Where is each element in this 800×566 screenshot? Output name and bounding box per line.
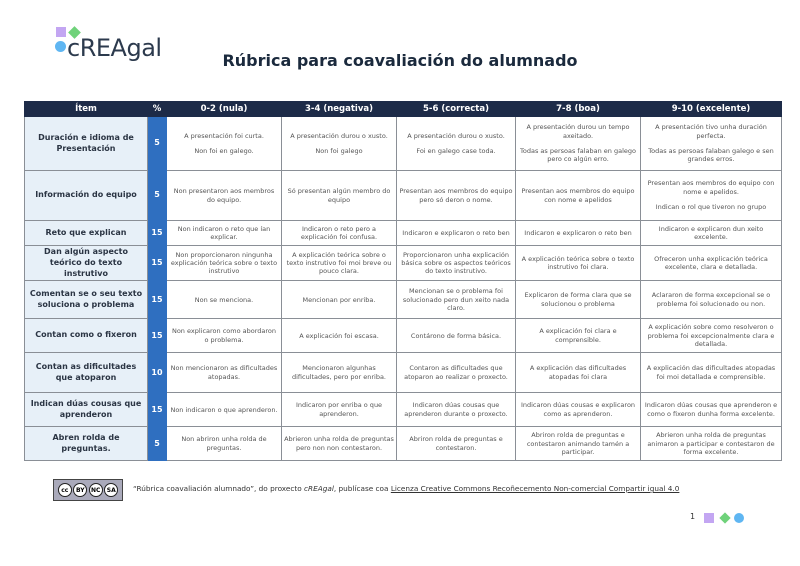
item-percent: 5 xyxy=(148,171,167,221)
criterion-text: Abrieron unha rolda de preguntas pero non non contestaron. xyxy=(284,435,394,452)
criterion-text: A explicación das dificultades atopadas foi moi detallada e comprensible. xyxy=(646,364,776,381)
criterion-cell-score-0-2 xyxy=(167,319,282,353)
logo-text: cREAgal xyxy=(67,34,162,62)
criterion-text: Indicaron dúas cousas e explicaron como as aprenderon. xyxy=(520,401,636,418)
page-number: 1 xyxy=(690,512,696,521)
circle-icon xyxy=(734,513,744,523)
criterion-cell-score-7-8 xyxy=(516,171,641,221)
criterion-text: Non indicaron o que aprenderon. xyxy=(170,405,278,414)
criterion-text: A explicación foi clara e comprensible. xyxy=(539,327,617,344)
attribution-text: “Rúbrica coavaliación alumnado”, do proxecto xyxy=(133,484,305,493)
table-row xyxy=(25,221,782,246)
item-name: Dan algún aspecto teórico do texto instrutivo xyxy=(25,246,148,281)
criterion-text: A presentación foi curta. xyxy=(184,131,264,140)
criterion-text: Indicaron dúas cousas que aprenderon durante o proxecto. xyxy=(404,401,508,418)
criterion-text: Abrieron unha rolda de preguntas animaron a participar e contestaron de forma excelente. xyxy=(647,431,775,457)
criterion-text: Indicaron e explicaron o reto ben xyxy=(524,228,632,237)
square-icon xyxy=(704,513,714,523)
criterion-text: A explicación das dificultades atopadas foi clara xyxy=(529,364,627,381)
item-name: Abren rolda de preguntas. xyxy=(25,427,148,461)
criterion-text: Indican o rol que tiveron no grupo xyxy=(655,203,767,212)
criterion-cell-score-9-10 xyxy=(641,353,782,393)
header-score-5-6: 5-6 (correcta) xyxy=(397,102,516,117)
criterion-cell-score-0-2 xyxy=(167,221,282,246)
license-link[interactable]: Licenza Creative Commons Recoñecemento Non-comercial Compartir igual 4.0 xyxy=(390,484,680,493)
item-name: Contan as dificultades que atoparon xyxy=(25,353,148,393)
page-title: Rúbrica para coavaliación do alumnado xyxy=(222,51,578,70)
criterion-text: Mencionan por enriba. xyxy=(302,295,376,304)
item-name: Información do equipo xyxy=(25,171,148,221)
diamond-icon xyxy=(719,512,730,523)
criterion-cell-score-9-10 xyxy=(641,427,782,461)
criterion-text: Abriron rolda de preguntas e contestaron. xyxy=(409,435,503,452)
criterion-text: Non indicaron o reto que ían explicar. xyxy=(177,224,271,241)
header-row xyxy=(25,102,782,117)
project-name: cREAgal xyxy=(304,484,334,493)
criterion-cell-score-3-4 xyxy=(282,117,397,171)
footer xyxy=(53,479,783,501)
criterion-cell-score-3-4 xyxy=(282,246,397,281)
criterion-text: Non se menciona. xyxy=(194,295,254,304)
header-score-7-8: 7-8 (boa) xyxy=(516,102,641,117)
criterion-text: Non presentaron aos membros do equipo. xyxy=(173,187,275,204)
cc-icon: cc xyxy=(58,483,72,497)
criterion-text: Explicaron de forma clara que se solucionou o problema xyxy=(524,291,632,308)
criterion-text: Presentan aos membros do equipo con nome e apelidos. xyxy=(647,179,775,196)
criterion-cell-score-0-2 xyxy=(167,246,282,281)
criterion-cell-score-3-4 xyxy=(282,171,397,221)
criterion-text: A presentación tivo unha duración perfecta. xyxy=(655,123,767,140)
criterion-cell-score-9-10 xyxy=(641,117,782,171)
criterion-cell-score-3-4 xyxy=(282,353,397,393)
item-percent: 15 xyxy=(148,281,167,319)
criterion-cell-score-0-2 xyxy=(167,171,282,221)
item-percent: 5 xyxy=(148,117,167,171)
criterion-text: Todas as persoas falaban en galego pero co algún erro. xyxy=(520,147,636,164)
criterion-text: Abriron rolda de preguntas e contestaron animando tamén a participar. xyxy=(526,431,630,457)
criterion-text: Contaron as dificultades que atoparon ao realizar o proxecto. xyxy=(404,364,508,381)
criterion-cell-score-9-10 xyxy=(641,281,782,319)
criterion-text: Mencionan se o problema foi solucionado pero dun xeito nada claro. xyxy=(402,287,510,313)
criterion-cell-score-0-2 xyxy=(167,353,282,393)
criterion-cell-score-7-8 xyxy=(516,353,641,393)
criterion-text: A explicación sobre como resolveron o problema foi excepcionalmente clara e detallada. xyxy=(647,323,775,349)
criterion-cell-score-7-8 xyxy=(516,281,641,319)
criterion-cell-score-5-6 xyxy=(397,319,516,353)
logo-square-icon xyxy=(56,27,66,37)
criterion-cell-score-7-8 xyxy=(516,319,641,353)
criterion-cell-score-3-4 xyxy=(282,427,397,461)
criterion-cell-score-7-8 xyxy=(516,117,641,171)
criterion-text: Indicaron e explicaron dun xeito excelente. xyxy=(658,224,764,241)
license-text xyxy=(133,484,679,493)
criterion-cell-score-5-6 xyxy=(397,246,516,281)
criterion-text: A presentación durou o xusto. xyxy=(407,131,505,140)
criterion-cell-score-5-6 xyxy=(397,427,516,461)
criterion-cell-score-9-10 xyxy=(641,246,782,281)
by-icon: BY xyxy=(73,483,87,497)
table-row xyxy=(25,353,782,393)
criterion-text: A explicación foi escasa. xyxy=(299,331,379,340)
table-row xyxy=(25,427,782,461)
criterion-cell-score-5-6 xyxy=(397,393,516,427)
criterion-text: Indicaron e explicaron o reto ben xyxy=(402,228,510,237)
header-item: Ítem xyxy=(25,102,148,117)
criterion-text: Presentan aos membros do equipo con nome e apelidos xyxy=(521,187,635,204)
criterion-text: Non mencionaron as dificultades atopadas. xyxy=(170,364,278,381)
criterion-cell-score-3-4 xyxy=(282,319,397,353)
criterion-text: Indicaron dúas cousas que aprenderon e como o fixeron dunha forma excelente. xyxy=(644,401,778,418)
criterion-text: A presentación durou un tempo axeitado. xyxy=(526,123,630,140)
item-percent: 15 xyxy=(148,221,167,246)
criterion-cell-score-9-10 xyxy=(641,393,782,427)
sa-icon: SA xyxy=(104,483,118,497)
item-percent: 15 xyxy=(148,319,167,353)
criterion-text: Foi en galego case toda. xyxy=(416,147,496,155)
criterion-cell-score-3-4 xyxy=(282,281,397,319)
table-row xyxy=(25,319,782,353)
cc-license-badge[interactable] xyxy=(53,479,123,501)
item-percent: 10 xyxy=(148,353,167,393)
table-row xyxy=(25,171,782,221)
table-row xyxy=(25,117,782,171)
header-score-0-2: 0-2 (nula) xyxy=(167,102,282,117)
criterion-cell-score-7-8 xyxy=(516,246,641,281)
criterion-cell-score-5-6 xyxy=(397,221,516,246)
criterion-cell-score-5-6 xyxy=(397,117,516,171)
attribution-text-mid: , publícase coa xyxy=(333,484,391,493)
criterion-cell-score-7-8 xyxy=(516,427,641,461)
criterion-text: Proporcionaron unha explicación básica sobre os aspectos teóricos do texto instrutivo. xyxy=(401,250,511,276)
criterion-cell-score-5-6 xyxy=(397,171,516,221)
criterion-text: A explicación teórica sobre o texto instrutivo foi clara. xyxy=(521,254,635,272)
criterion-cell-score-0-2 xyxy=(167,281,282,319)
nc-icon: NC xyxy=(89,483,103,497)
criterion-cell-score-0-2 xyxy=(167,393,282,427)
criterion-cell-score-5-6 xyxy=(397,353,516,393)
criterion-text: Indicaron por enriba o que aprenderon. xyxy=(295,401,383,418)
criterion-text: Non explicaron como abordaron o problema. xyxy=(171,327,277,344)
criterion-text: Aclararon de forma excepcional se o problema foi solucionado ou non. xyxy=(651,291,771,308)
criterion-cell-score-0-2 xyxy=(167,117,282,171)
criterion-text: Non proporcionaron ningunha explicación teórica sobre o texto instrutivo xyxy=(170,250,278,276)
item-name: Reto que explican xyxy=(25,221,148,246)
criterion-cell-score-3-4 xyxy=(282,221,397,246)
header-score-9-10: 9-10 (excelente) xyxy=(641,102,782,117)
criterion-text: Indicaron o reto pero a explicación foi confusa. xyxy=(300,224,378,241)
item-name: Indican dúas cousas que aprenderon xyxy=(25,393,148,427)
criterion-cell-score-7-8 xyxy=(516,393,641,427)
item-percent: 5 xyxy=(148,427,167,461)
criterion-cell-score-3-4 xyxy=(282,393,397,427)
table-row xyxy=(25,246,782,281)
item-name: Contan como o fixeron xyxy=(25,319,148,353)
criterion-cell-score-7-8 xyxy=(516,221,641,246)
table-row xyxy=(25,281,782,319)
table-row xyxy=(25,393,782,427)
criterion-text: A explicación teórica sobre o texto instrutivo foi moi breve ou pouco clara. xyxy=(286,250,392,276)
criterion-cell-score-9-10 xyxy=(641,171,782,221)
criterion-text: Só presentan algún membro do equipo xyxy=(287,187,391,204)
item-name: Comentan se o seu texto soluciona o problema xyxy=(25,281,148,319)
criterion-text: Contárono de forma básica. xyxy=(410,331,502,340)
criterion-text: Non foi en galego. xyxy=(194,147,254,155)
item-name: Duración e idioma de Presentación xyxy=(25,117,148,171)
criterion-text: Presentan aos membros do equipo pero só deron o nome. xyxy=(399,187,513,204)
item-percent: 15 xyxy=(148,246,167,281)
criterion-cell-score-0-2 xyxy=(167,427,282,461)
rubric-table xyxy=(24,101,782,461)
header-score-3-4: 3-4 (negativa) xyxy=(282,102,397,117)
item-percent: 15 xyxy=(148,393,167,427)
criterion-cell-score-9-10 xyxy=(641,221,782,246)
criterion-text: Mencionaron algunhas dificultades, pero por enriba. xyxy=(291,364,386,381)
criterion-text: Todas as persoas falaban galego e sen grandes erros. xyxy=(648,147,774,164)
header-percent: % xyxy=(148,102,167,117)
criterion-text: Non foi galego xyxy=(315,147,363,155)
criterion-text: Non abriron unha rolda de preguntas. xyxy=(181,435,267,452)
criterion-cell-score-9-10 xyxy=(641,319,782,353)
criterion-text: Ofreceron unha explicación teórica excelente, clara e detallada. xyxy=(654,254,768,272)
criterion-text: A presentación durou o xusto. xyxy=(290,131,388,140)
criterion-cell-score-5-6 xyxy=(397,281,516,319)
